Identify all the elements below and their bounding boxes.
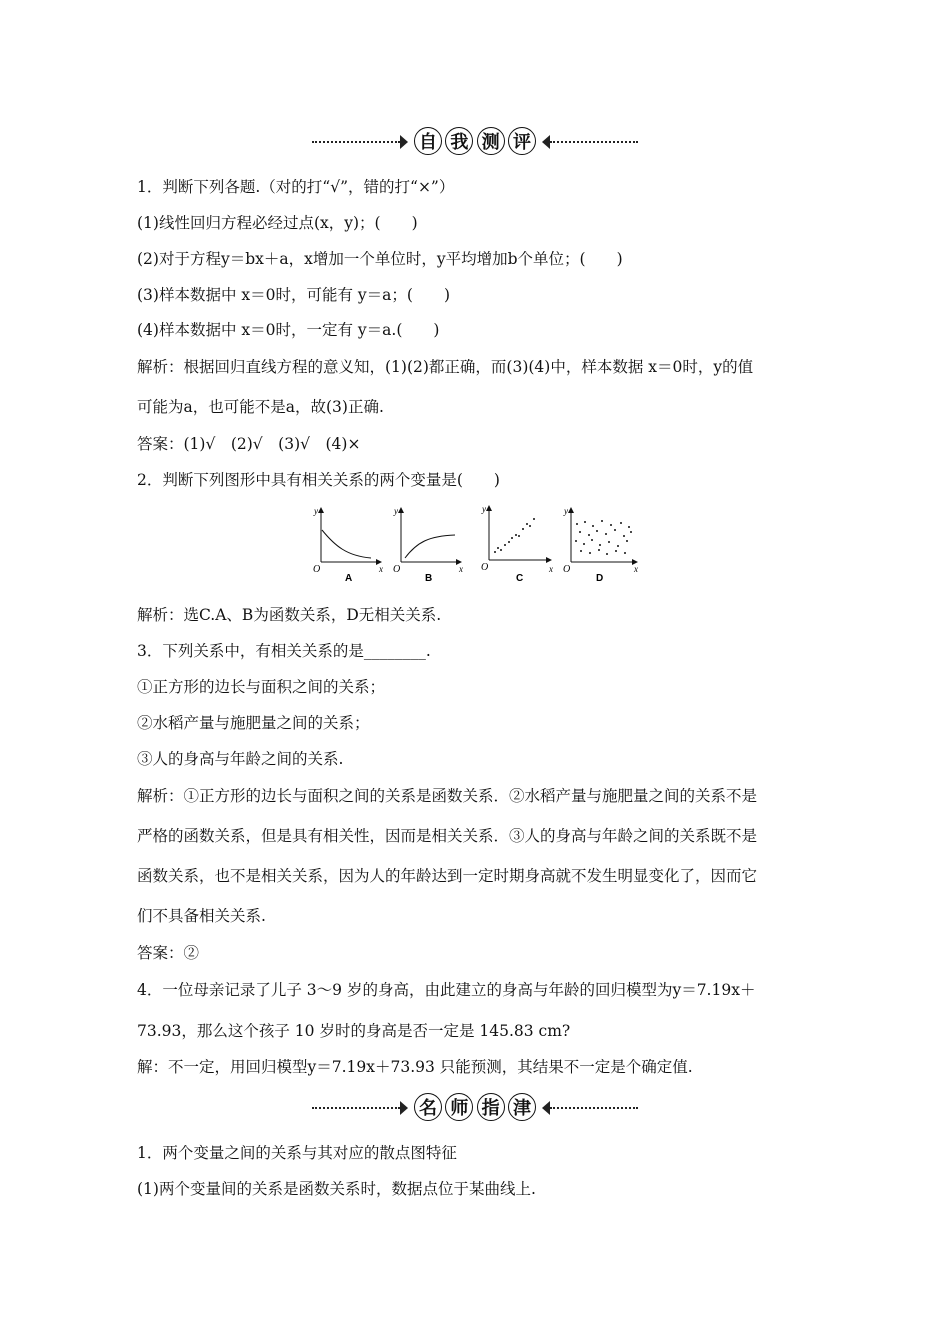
section-banner-self-test [312, 127, 638, 157]
origin-label: O [481, 562, 489, 573]
banner-char: 津 [508, 1093, 536, 1121]
text-line: ①正方形的边长与面积之间的关系； [137, 678, 386, 696]
graph-label-a: A [345, 573, 353, 584]
y-axis-label: y [314, 506, 318, 516]
x-axis-label: x [549, 564, 553, 574]
text-line: 1．判断下列各题.（对的打“√”，错的打“×”） [137, 178, 455, 196]
graph-label-d: D [596, 573, 604, 584]
y-axis-label: y [564, 506, 568, 516]
banner-dots-left [312, 1107, 400, 1109]
banner-dots-right [550, 141, 638, 143]
banner-arrow-left [400, 1101, 408, 1115]
y-axis-label: y [394, 506, 398, 516]
text-line: ③人的身高与年龄之间的关系. [137, 750, 344, 768]
x-axis-label: x [634, 564, 638, 574]
text-line: (4)样本数据中 x＝0时，一定有 y＝a.( ) [137, 321, 440, 339]
banner-arrow-right [542, 1101, 550, 1115]
graph-a [313, 506, 383, 584]
banner-char: 名 [414, 1093, 442, 1121]
origin-label: O [313, 564, 321, 575]
banner-dots-left [312, 141, 400, 143]
x-axis-label: x [379, 564, 383, 574]
text-line: (3)样本数据中 x＝0时，可能有 y＝a；( ) [137, 286, 451, 304]
x-axis-label: x [459, 564, 463, 574]
banner-title [414, 127, 536, 157]
text-line: (1)线性回归方程必经过点(x，y)；( ) [137, 214, 418, 232]
text-line: 解析：选C.A、B为函数关系，D无相关关系. [137, 606, 442, 624]
origin-label: O [393, 564, 401, 575]
text-line: 解：不一定，用回归模型y＝7.19x＋73.93 只能预测，其结果不一定是个确定值. [137, 1058, 693, 1076]
text-line: 答案：(1)√ (2)√ (3)√ (4)× [137, 435, 361, 453]
banner-dots-right [550, 1107, 638, 1109]
text-line: 解析：根据回归直线方程的意义知，(1)(2)都正确，而(3)(4)中，样本数据 x＝0时，y的值 [137, 358, 754, 376]
scatter-points-c [494, 518, 535, 553]
text-line: 答案：② [137, 944, 200, 962]
text-line: 函数关系，也不是相关关系，因为人的年龄达到一定时期身高就不发生明显变化了，因而它 [137, 867, 758, 885]
graph-label-c: C [516, 573, 524, 584]
text-line: 4．一位母亲记录了儿子 3～9 岁的身高，由此建立的身高与年龄的回归模型为y＝7.19x＋ [137, 981, 756, 999]
text-line: (2)对于方程y＝bx＋a，x增加一个单位时，y平均增加b个单位；( ) [137, 250, 623, 268]
text-line: 2．判断下列图形中具有相关关系的两个变量是( ) [137, 471, 500, 489]
banner-arrow-left [400, 135, 408, 149]
graph-label-b: B [425, 573, 433, 584]
graph-b [393, 506, 463, 584]
banner-char: 测 [477, 127, 505, 155]
banner-char: 师 [445, 1093, 473, 1121]
text-line: 73.93，那么这个孩子 10 岁时的身高是否一定是 145.83 cm? [137, 1022, 571, 1040]
banner-char: 评 [508, 127, 536, 155]
text-line: 严格的函数关系，但是具有相关性，因而是相关关系．③人的身高与年龄之间的关系既不是 [137, 827, 758, 845]
text-line: 3．下列关系中，有相关关系的是________. [137, 642, 431, 660]
graphs-svg [305, 502, 645, 588]
y-axis-label: y [482, 504, 486, 514]
scatter-points-d [575, 520, 632, 555]
text-line: 1．两个变量之间的关系与其对应的散点图特征 [137, 1144, 457, 1162]
banner-arrow-right [542, 135, 550, 149]
text-line: 们不具备相关关系. [137, 907, 266, 925]
banner-title [414, 1093, 536, 1123]
text-line: ②水稻产量与施肥量之间的关系； [137, 714, 370, 732]
relationship-graphs [305, 502, 645, 588]
graph-d [563, 506, 638, 584]
banner-char: 我 [445, 127, 473, 155]
banner-char: 自 [414, 127, 442, 155]
graph-c [481, 504, 553, 584]
text-line: (1)两个变量间的关系是函数关系时，数据点位于某曲线上. [137, 1180, 536, 1198]
banner-char: 指 [477, 1093, 505, 1121]
text-line: 可能为a，也可能不是a，故(3)正确. [137, 398, 384, 416]
text-line: 解析：①正方形的边长与面积之间的关系是函数关系．②水稻产量与施肥量之间的关系不是 [137, 787, 758, 805]
origin-label: O [563, 564, 571, 575]
section-banner-teacher-guide [312, 1093, 638, 1123]
